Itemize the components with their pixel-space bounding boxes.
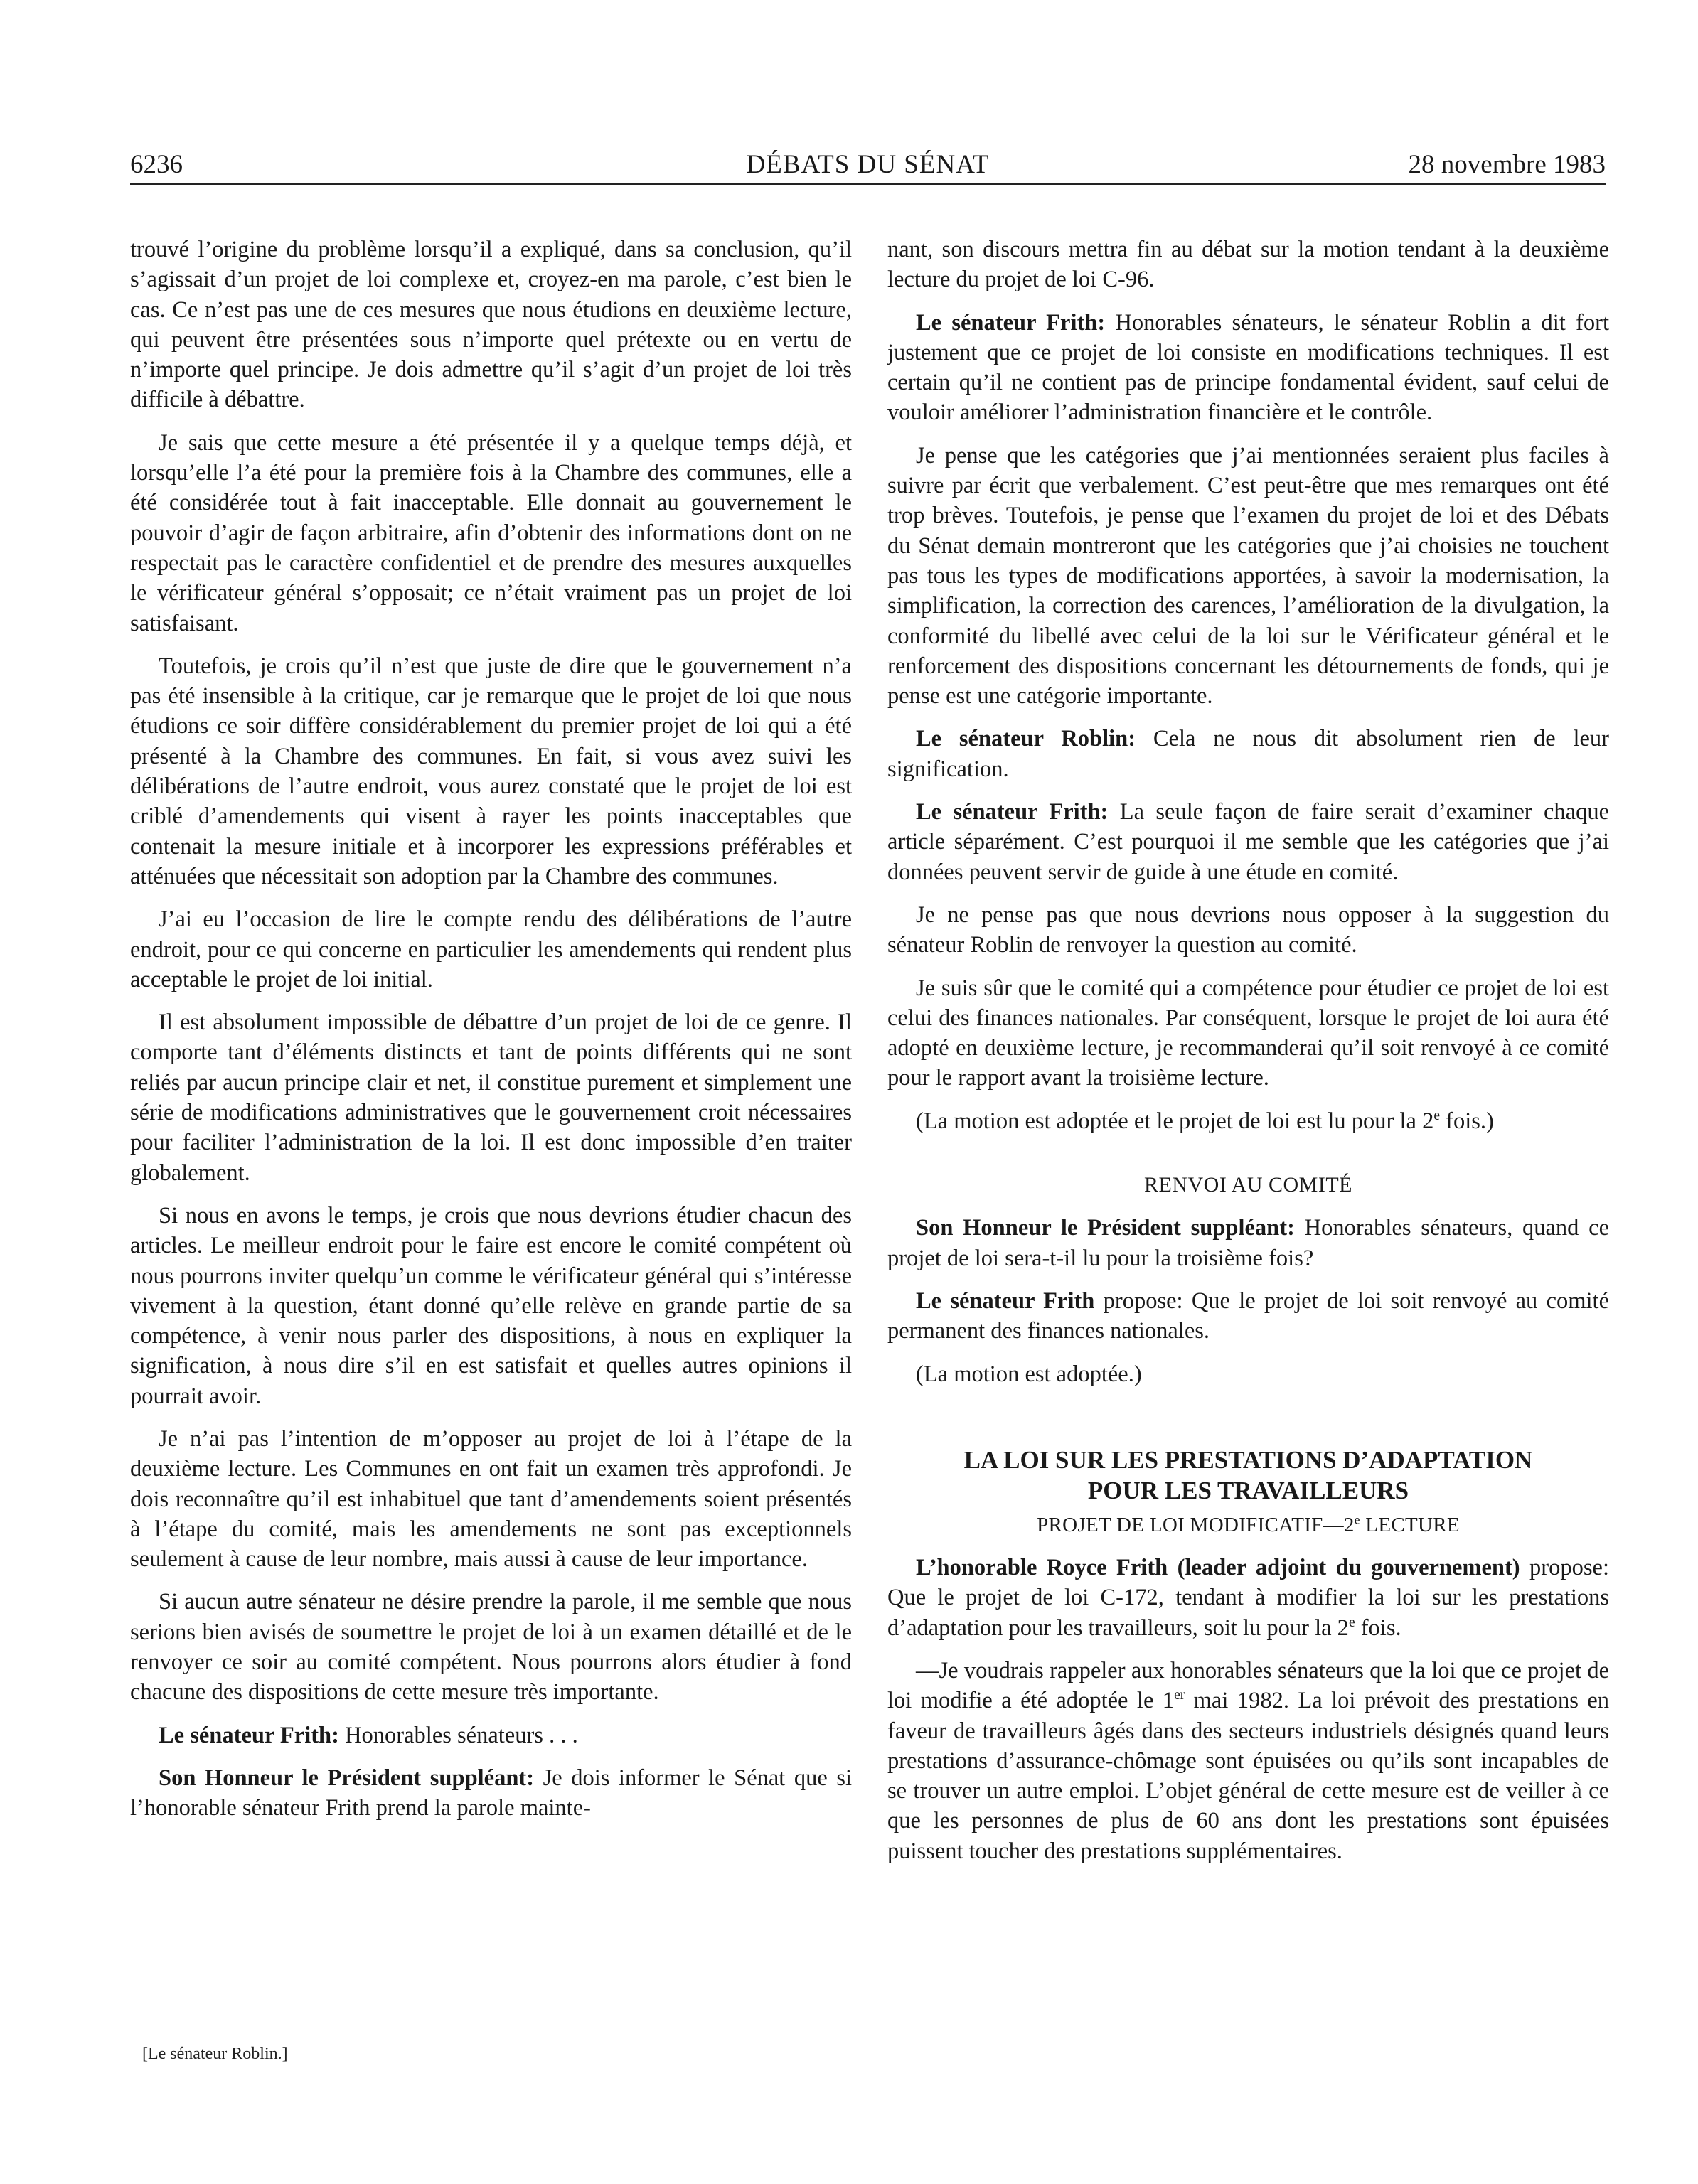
paragraph: Je pense que les catégories que j’ai mentionnées seraient plus faciles à suivre par écrit que verbalement. C’est peut-être que mes remarques ont été trop brèves. Toutefois, je pense que l’examen du projet de loi et des Débats du Sénat demain montreront que les catégories que j’ai choisies ne touchent pas tous les types de modifications apportées, à savoir la modernisation, la simplification, la correction des carences, l’amélioration de la divulgation, la conformité du libellé avec celui de la loi sur le Vérificateur général et le renforcement des dispositions concernant les détournements de fonds, qui je pense est une catégorie importante.	[887, 442, 1609, 710]
page-title: DÉBATS DU SÉNAT	[746, 150, 990, 179]
speech-paragraph	[130, 1763, 852, 1824]
page-date: 28 novembre 1983	[1408, 150, 1606, 179]
paragraph: trouvé l’origine du problème lorsqu’il a expliqué, dans sa conclusion, qu’il s’agissait d’un projet de loi complexe et, croyez-en ma parole, c’est bien le cas. Ce n’est pas une de ces mesures que nous étudions en deuxième lecture, qui peuvent être présentées sous n’importe quel prétexte ou en vertu de n’importe quel principe. Je dois admettre qu’il s’agit d’un projet de loi très difficile à débattre.	[130, 237, 852, 413]
subheading-text: PROJET DE LOI MODIFICATIF—2	[1037, 1513, 1355, 1536]
speech-paragraph	[887, 1213, 1609, 1273]
paragraph: Je n’ai pas l’intention de m’opposer au projet de loi à l’étape de la deuxième lecture. Les Communes en ont fait un examen très approfondi. Je dois reconnaître qu’il est inhabituel que tant d’amendements soient présentés à l’étape du comité, mais les amendements ne sont pas exceptionnels seulement à cause de leur nombre, mais aussi à cause de leur importance.	[130, 1425, 852, 1573]
speech-text: La seule façon de faire serait d’examiner chaque article séparément. C’est pourquoi il me semble que les catégories que j’ai données peuvent servir de guide à une étude en comité.	[887, 799, 1609, 885]
speech-paragraph	[887, 797, 1609, 887]
paragraph: Si aucun autre sénateur ne désire prendre la parole, il me semble que nous serions bien avisés de soumettre le projet de loi à un examen détaillé et de le renvoyer ce soir au comité compétent. Nous pourrons alors étudier à fond chacune des dispositions de cette mesure très importante.	[130, 1589, 852, 1706]
speaker-name: Le sénateur Frith:	[916, 799, 1109, 825]
paragraph: Il est absolument impossible de débattre d’un projet de loi de ce genre. Il comporte tant d’éléments distincts et tant de points différents qui ne sont reliés par aucun principe clair et net, il constitue purement et simplement une série de modifications administratives que le gouvernement croit nécessaires pour faciliter l’administration de la loi. Il est donc impossible d’en traiter globalement.	[130, 1010, 852, 1186]
speech-text: Honorables sénateurs, le sénateur Roblin a dit fort justement que ce projet de loi consiste en modifications techniques. Il est certain qu’il ne contient pas de principe fondamental évident, sauf celui de vouloir améliorer l’administration financière et le contrôle.	[887, 309, 1609, 426]
speaker-name: Le sénateur Roblin:	[916, 726, 1136, 752]
speech-paragraph	[887, 308, 1609, 428]
superscript: e	[1354, 1512, 1360, 1527]
speaker-name: Le sénateur Frith:	[159, 1722, 339, 1748]
speech-text: Honorables sénateurs . . .	[338, 1722, 578, 1748]
paragraph: nant, son discours mettra fin au débat sur la motion tendant à la deuxième lecture du projet de loi C-96.	[887, 237, 1609, 293]
speech-text: propose: Que le projet de loi soit renvoyé au comité permanent des finances nationales.	[887, 1288, 1610, 1344]
paragraph: Je sais que cette mesure a été présentée il y a quelque temps déjà, et lorsqu’elle l’a été pour la première fois à la Chambre des communes, elle a été considérée tout à fait inacceptable. Elle donnait au gouvernement le pouvoir d’agir de façon arbitraire, afin d’obtenir des informations dont on ne respectait pas le caractère confidentiel et de prendre des mesures auxquelles le vérificateur général s’opposait; ce n’était vraiment pas un projet de loi satisfaisant.	[130, 429, 852, 636]
paragraph: J’ai eu l’occasion de lire le compte rendu des délibérations de l’autre endroit, pour ce qui concerne en particulier les amendements qui rendent plus acceptable le projet de loi initial.	[130, 906, 852, 992]
left-column	[130, 235, 852, 1836]
speech-text: propose: Que le projet de loi C-172, tendant à modifier la loi sur les prestations d’adaptation pour les travailleurs, soit lu pour la 2	[887, 1555, 1609, 1641]
speech-paragraph	[887, 724, 1609, 784]
speaker-name: Son Honneur le Président suppléant:	[916, 1215, 1295, 1241]
speech-paragraph	[887, 1553, 1609, 1643]
paragraph-text: mai 1982. La loi prévoit des prestations en faveur de travailleurs âgés dans des secteurs industriels désignés quand leurs prestations d’assurance-chômage sont épuisées ou qu’ils sont incapables de se trouver un autre emploi. L’objet général de cette mesure est de veiller à ce que les personnes de plus de 60 ans dont les prestations sont épuisées puissent toucher des prestations supplémentaires.	[887, 1688, 1609, 1864]
speech-text: Cela ne nous dit absolument rien de leur signification.	[887, 726, 1609, 782]
speech-text: Honorables sénateurs, quand ce projet de loi sera-t-il lu pour la troisième fois?	[887, 1215, 1609, 1271]
paragraph: (La motion est adoptée.)	[916, 1361, 1142, 1387]
subheading-text: LECTURE	[1360, 1513, 1460, 1536]
bill-heading-line: LA LOI SUR LES PRESTATIONS D’ADAPTATION	[963, 1445, 1533, 1474]
speech-paragraph	[887, 1286, 1609, 1347]
superscript: e	[1433, 1108, 1440, 1123]
page-number: 6236	[130, 150, 183, 179]
paragraph	[887, 1656, 1609, 1866]
speech-text: Je dois informer le Sénat que si l’honorable sénateur Frith prend la parole mainte-	[130, 1765, 853, 1821]
paragraph: Si nous en avons le temps, je crois que nous devrions étudier chacun des articles. Le meilleur endroit pour le faire est encore le comité compétent où nous pourrons inviter quelqu’un comme le vérificateur général qui s’intéresse vivement à la question, étant donné qu’elle relève en grande partie de sa compétence, à venir nous parler des dispositions, à nous en expliquer la signification, à nous dire s’il en est satisfait et quelles autres opinions il pourrait avoir.	[130, 1202, 852, 1409]
speaker-name: Le sénateur Frith	[916, 1288, 1095, 1314]
speaker-name: Son Honneur le Président suppléant:	[159, 1765, 535, 1791]
superscript: er	[1174, 1688, 1185, 1703]
section-heading: RENVOI AU COMITÉ	[1144, 1173, 1352, 1197]
right-column	[887, 235, 1609, 1879]
bill-subheading	[887, 1510, 1609, 1540]
paragraph-text: fois.)	[1440, 1108, 1494, 1134]
paragraph-text: —Je voudrais rappeler aux honorables sénateurs que la loi que ce projet de loi modifie a été adoptée le 1	[887, 1657, 1609, 1714]
speaker-name: L’honorable Royce Frith (leader adjoint du gouvernement)	[916, 1555, 1520, 1581]
bill-heading	[887, 1445, 1609, 1506]
superscript: e	[1348, 1615, 1355, 1630]
speech-paragraph	[130, 1720, 852, 1750]
paragraph: Toutefois, je crois qu’il n’est que juste de dire que le gouvernement n’a pas été insensible à la critique, car je remarque que le projet de loi que nous étudions ce soir diffère considérablement du premier projet de loi qui a été présenté à la Chambre des communes. En fait, si vous avez suivi les délibérations de l’autre endroit, vous aurez constaté que le projet de loi est criblé d’amendements qui visent à rayer les points inacceptables que contenait la mesure initiale et à incorporer les expressions préférables et atténuées que nécessitait son adoption par la Chambre des communes.	[130, 653, 852, 889]
footnote: [Le sénateur Roblin.]	[142, 2045, 288, 2063]
bill-heading-line: POUR LES TRAVAILLEURS	[1087, 1476, 1409, 1504]
speech-text: fois.	[1355, 1615, 1401, 1641]
paragraph	[887, 1106, 1609, 1136]
paragraph: Je ne pense pas que nous devrions nous opposer à la suggestion du sénateur Roblin de renvoyer la question au comité.	[887, 901, 1609, 958]
speaker-name: Le sénateur Frith:	[916, 309, 1106, 336]
paragraph: Je suis sûr que le comité qui a compétence pour étudier ce projet de loi est celui des finances nationales. Par conséquent, lorsque le projet de loi aura été adopté en deuxième lecture, je recommanderai qu’il soit renvoyé à ce comité pour le rapport avant la troisième lecture.	[887, 975, 1609, 1091]
page-header	[130, 148, 1606, 185]
paragraph-text: (La motion est adoptée et le projet de loi est lu pour la 2	[916, 1108, 1434, 1134]
